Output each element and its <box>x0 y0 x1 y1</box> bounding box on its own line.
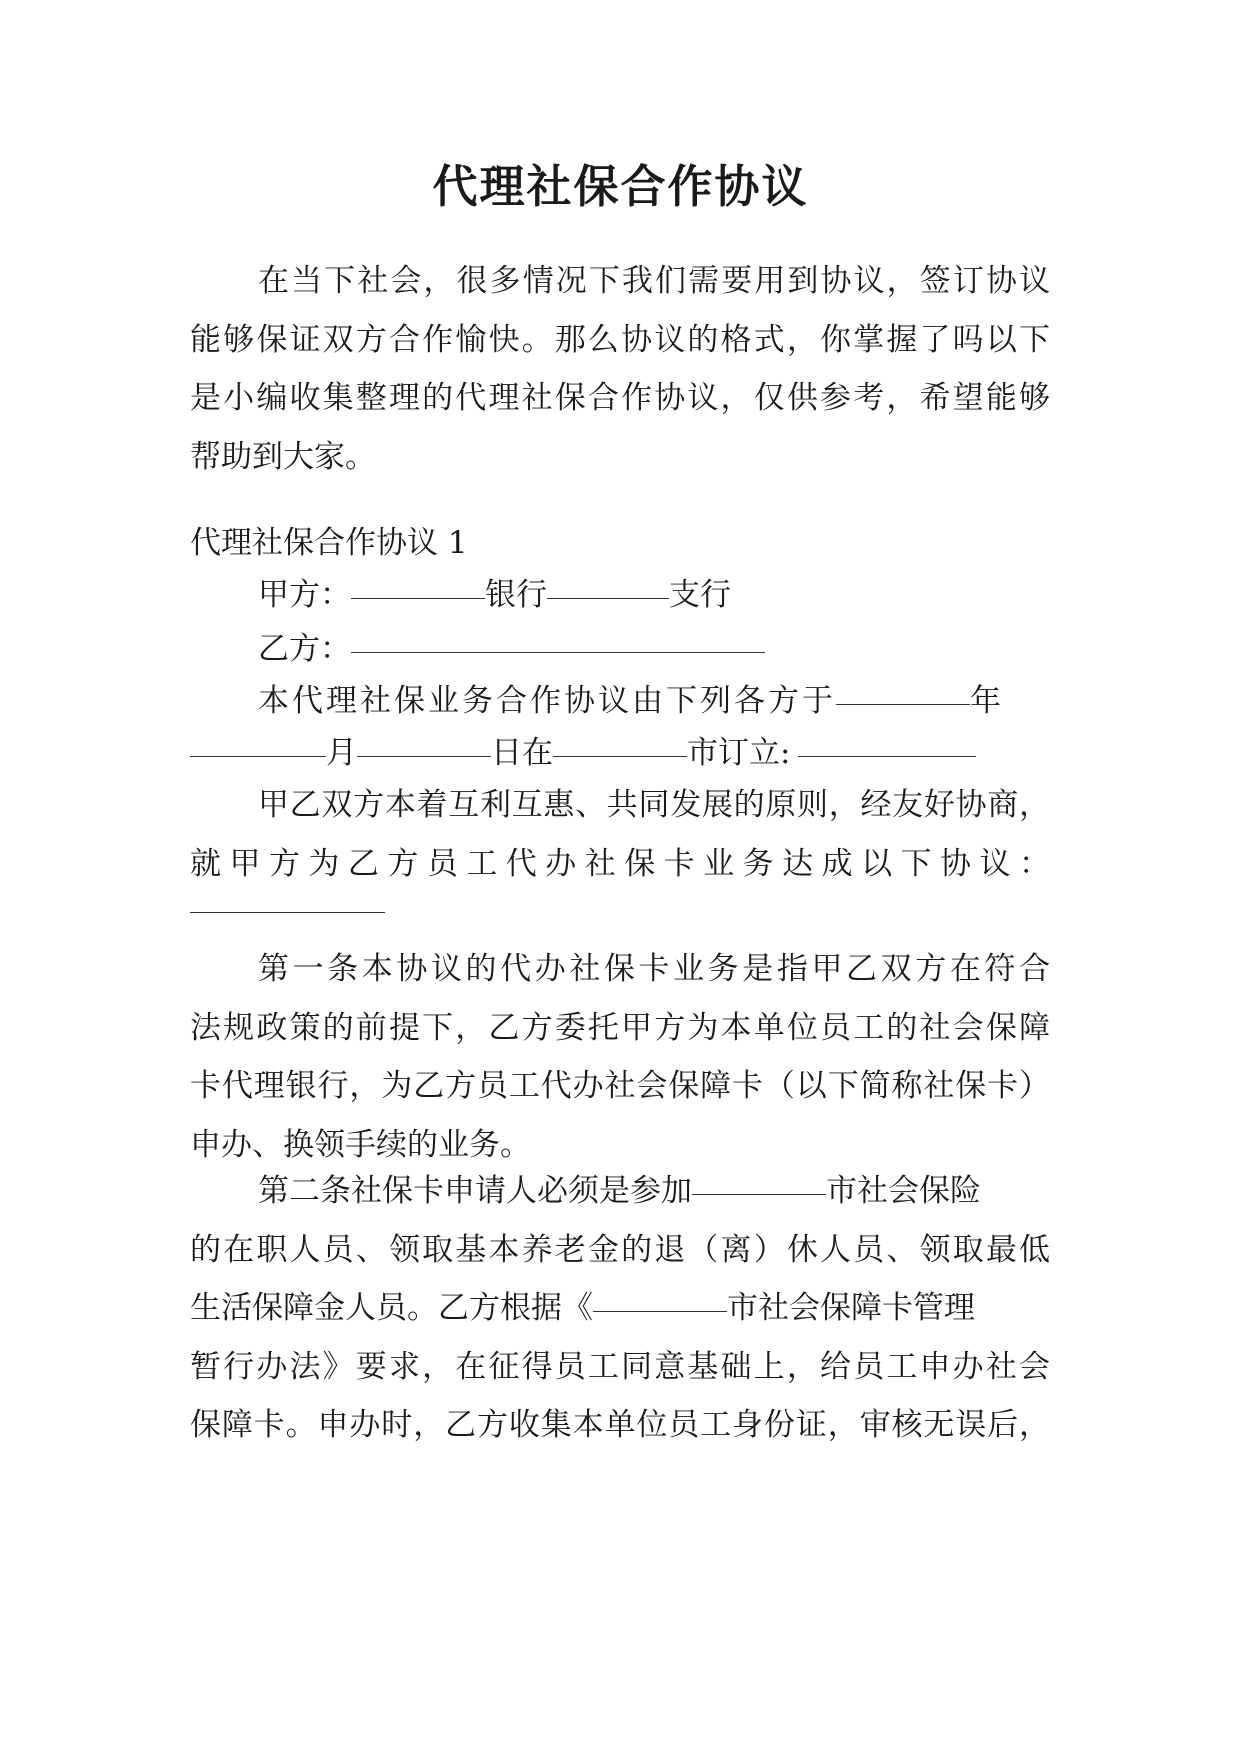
intro-line: 帮助到大家。 <box>190 438 376 475</box>
principle-paragraph <box>190 776 1050 893</box>
date-line-2 <box>190 724 1050 783</box>
party-b-blank[interactable] <box>351 651 765 653</box>
article-1-line: 申办、换领手续的业务。 <box>190 1126 531 1163</box>
principle-line: 就甲方为乙方员工代办社保卡业务达成以下协议： <box>190 845 1050 882</box>
party-a-label: 甲方： <box>258 577 351 613</box>
date-line-text: 本代理社保业务合作协议由下列各方于 <box>258 683 836 719</box>
article-2-line3-start: 生活保障金人员。乙方根据《 <box>190 1290 593 1326</box>
party-a-branch-label: 支行 <box>669 577 731 613</box>
party-a-bank-blank[interactable] <box>351 597 485 599</box>
city-insurance-blank[interactable] <box>692 1193 826 1195</box>
article-2 <box>190 1162 1050 1455</box>
party-b-label: 乙方： <box>258 631 351 667</box>
article-2-line: 暂行办法》要求，在征得员工同意基础上，给员工申办社会 <box>190 1348 1050 1385</box>
city-regulation-blank[interactable] <box>593 1310 727 1312</box>
signing-place-blank[interactable] <box>798 755 976 757</box>
article-2-line <box>190 1162 1050 1221</box>
intro-line: 是小编收集整理的代理社保合作协议，仅供参考，希望能够 <box>190 380 1050 416</box>
section-heading: 代理社保合作协议 1 <box>190 525 468 561</box>
article-2-line1-end: 市社会保险 <box>826 1173 981 1209</box>
intro-paragraph <box>190 252 1050 486</box>
principle-line: 甲乙双方本着互利互惠、共同发展的原则，经友好协商， <box>258 787 1050 823</box>
day-blank[interactable] <box>357 755 491 757</box>
article-2-start: 第二条社保卡申请人必须是参加 <box>258 1173 692 1209</box>
month-label: 月 <box>326 735 357 771</box>
article-2-line <box>190 1279 1050 1338</box>
article-2-line: 保障卡。申办时，乙方收集本单位员工身份证，审核无误后， <box>190 1407 1050 1443</box>
party-a-line <box>190 566 1050 625</box>
party-b-line <box>190 620 1050 679</box>
party-a-bank-label: 银行 <box>485 577 547 613</box>
month-blank[interactable] <box>190 755 326 757</box>
city-blank[interactable] <box>553 755 687 757</box>
year-blank[interactable] <box>836 703 970 705</box>
article-2-line: 的在职人员、领取基本养老金的退（离）休人员、领取最低 <box>190 1231 1050 1268</box>
article-2-line3-end: 市社会保障卡管理 <box>727 1290 975 1326</box>
signature-blank-line[interactable] <box>190 912 385 913</box>
article-1 <box>190 940 1050 1174</box>
party-a-branch-blank[interactable] <box>547 597 669 599</box>
intro-line: 能够保证双方合作愉快。那么协议的格式，你掌握了吗以下 <box>190 321 1050 358</box>
day-label: 日在 <box>491 735 553 771</box>
year-label: 年 <box>970 683 1004 719</box>
city-label: 市订立: <box>687 735 791 771</box>
date-line <box>190 672 1050 731</box>
article-1-line: 第一条本协议的代办社保卡业务是指甲乙双方在符合 <box>258 951 1050 987</box>
article-1-line: 法规政策的前提下，乙方委托甲方为本单位员工的社会保障 <box>190 1009 1050 1046</box>
intro-line: 在当下社会，很多情况下我们需要用到协议，签订协议 <box>258 263 1050 299</box>
section-heading-block <box>190 514 1050 573</box>
document-title: 代理社保合作协议 <box>432 160 809 213</box>
article-1-line: 卡代理银行，为乙方员工代办社会保障卡（以下简称社保卡） <box>190 1068 1050 1104</box>
